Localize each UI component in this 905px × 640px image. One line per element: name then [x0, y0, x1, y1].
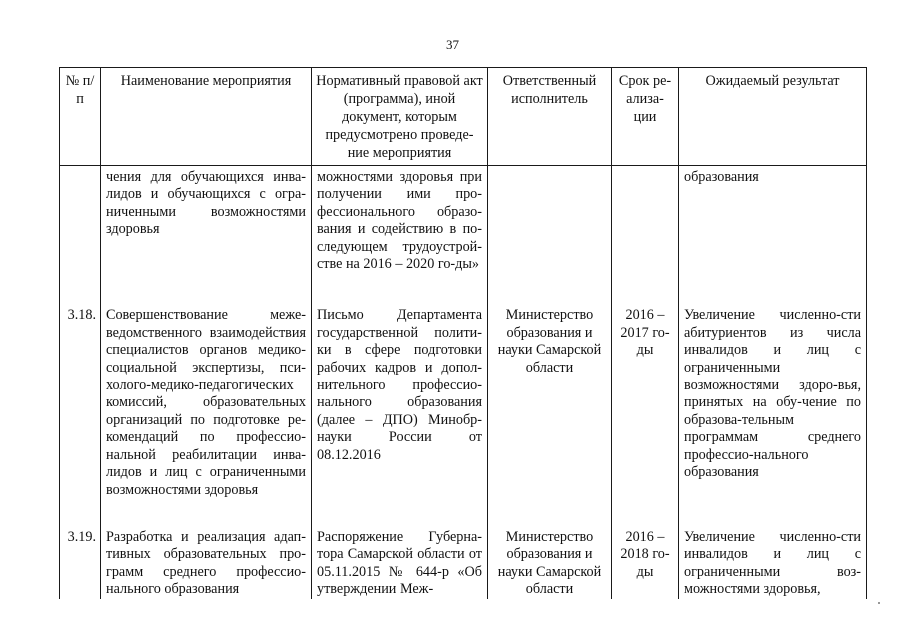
row-result: образования	[679, 166, 867, 278]
row-executor: Министерство образования и науки Самарской области	[488, 499, 612, 599]
row-term: 2016 – 2018 го-ды	[612, 499, 679, 599]
header-act-text: Нормативный правовой акт (программа), иной документ, которым предусмотрено проведе-ние мероприятия	[316, 73, 483, 161]
row-executor	[488, 166, 612, 278]
row-act: Распоряжение Губерна-тора Самарской области от 05.11.2015 № 644-р «Об утверждении Меж-	[312, 499, 488, 599]
row-number: 3.19.	[60, 499, 101, 599]
header-result-text: Ожидаемый результат	[705, 73, 840, 89]
row-executor: Министерство образования и науки Самарской области	[488, 277, 612, 498]
row-act: Письмо Департамента государственной полити-ки в сфере подготовки рабочих кадров и допол-нительного профессио-нального образования (далее – ДПО) Минобр-науки России от 08.12.2016	[312, 277, 488, 498]
header-executor-text: Ответственный исполнитель	[502, 73, 597, 107]
header-result	[679, 68, 867, 166]
header-act	[312, 68, 488, 166]
table-row-continuation	[60, 166, 867, 278]
table-row	[60, 277, 867, 498]
header-number	[60, 68, 101, 166]
row-name: Разработка и реализация адап-тивных образовательных про-грамм среднего профессио-нального образования	[101, 499, 312, 599]
header-term-text: Срок ре-ализа-ции	[618, 73, 672, 125]
row-result: Увеличение численно-сти абитуриентов из числа инвалидов и лиц с ограниченными возможностями здоро-вья, принятых на обу-чение по образова-тельным программам среднего профессио-нального образования	[679, 277, 867, 498]
header-number-text: № п/п	[65, 73, 95, 107]
header-executor	[488, 68, 612, 166]
header-row	[60, 68, 867, 166]
table-row	[60, 499, 867, 599]
row-term	[612, 166, 679, 278]
row-term: 2016 – 2017 го-ды	[612, 277, 679, 498]
row-act: можностями здоровья при получении ими про-фессионального образо-вания и содействию в по-следующем трудоустрой-стве на 2016 – 2020 го-ды»	[312, 166, 488, 278]
measures-table	[59, 67, 867, 599]
header-term	[612, 68, 679, 166]
header-name-text: Наименование мероприятия	[120, 73, 292, 89]
row-name: чения для обучающихся инва-лидов и обучающихся с огра-ниченными возможностями здоровья	[101, 166, 312, 278]
page-number: 37	[446, 37, 459, 52]
table-header	[60, 68, 867, 166]
header-name	[101, 68, 312, 166]
row-result: Увеличение численно-сти инвалидов и лиц с ограниченными воз-можностями здоровья,	[679, 499, 867, 599]
row-number	[60, 166, 101, 278]
row-name: Совершенствование меже-ведомственного взаимодействия специалистов органов медико-социальной экспертизы, пси-холого-медико-педагогических комиссий, образовательных организаций по подготовке ре-комендаций по профессио-нальной реабилитации инва-лидов и лиц с ограниченными возможностями здоровья	[101, 277, 312, 498]
row-number: 3.18.	[60, 277, 101, 498]
table-body	[60, 166, 867, 599]
scan-speck	[878, 602, 880, 604]
